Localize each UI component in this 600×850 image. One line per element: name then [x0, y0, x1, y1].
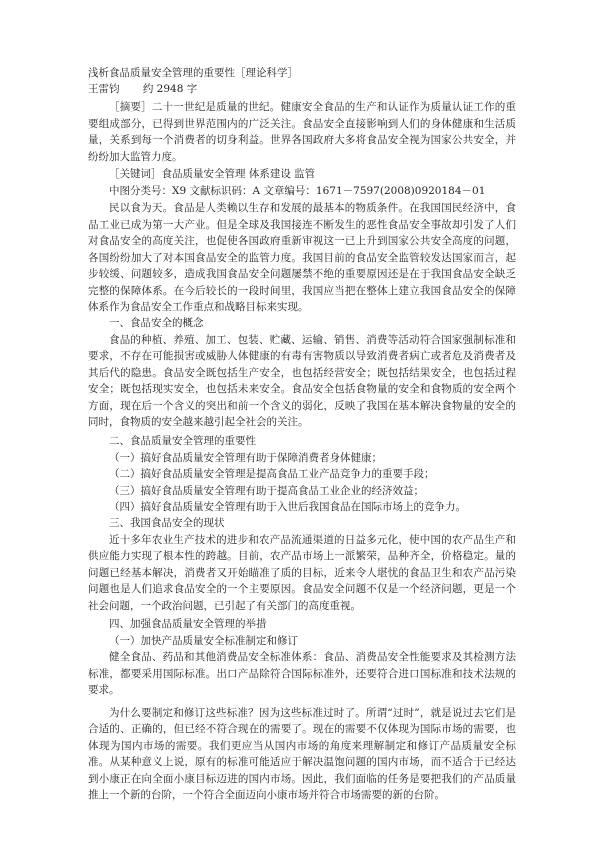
section-2-heading: 二、食品质量安全管理的重要性: [109, 435, 256, 447]
author-line: [88, 81, 516, 97]
classification-line: 中图分类号：X9 文献标识码：A 文章编号：1671－7597(2008)0920184－01: [109, 184, 486, 197]
intro-paragraph: 民以食为天。食品是人类赖以生存和发展的最基本的物质条件。在我国国民经济中，食品工业已成为第一大产业。但是全球及我国接连不断发生的恶性食品安全事故却引发了人们对食品安全的高度关注，也促使各国政府重新审视这一已上升到国家公共安全高度的问题，各国纷纷加大了对本国食品安全的监管力度。我国目前的食品安全监管较发达国家而言，起步较缓、问题较多，造成我国食品安全问题屡禁不绝的重要原因还是在于我国食品安全缺乏完整的保障体系。在今后较长的一段时间里，我国应当把在整体上建立我国食品安全的保障体系作为食品安全工作重点和战略目标来实现。: [88, 202, 516, 313]
section-2: [88, 433, 516, 516]
section-3: [88, 515, 516, 614]
section-2-item: （四）搞好食品质量安全管理有助于入世后我国食品在国际市场上的竞争力。: [109, 501, 466, 513]
word-count: 约 2948 字: [142, 83, 198, 95]
keywords-line: ［关键词］食品质量安全管理 体系建设 监管: [109, 168, 316, 180]
section-4: [88, 616, 516, 804]
section-2-item: （二）搞好食品质量安全管理是提高食品工业产品竞争力的重要手段；: [109, 468, 435, 480]
section-4-heading: 四、加强食品质量安全管理的举措: [109, 618, 267, 630]
section-3-paragraph: 近十多年农业生产技术的进步和农产品流通渠道的日益多元化，使中国的农产品生产和供应能力实现了根本性的跨越。目前，农产品市场上一派繁荣，品种齐全，价格稳定。量的问题已经基本解决，消费者又开始瞄准了质的目标，近来令人堪忧的食品卫生和农产品污染问题也是人们追求食品安全的一个主要原因。食品安全问题不仅是一个经济问题，更是一个社会问题，一个政治问题，已引起了有关部门的高度重视。: [88, 533, 516, 612]
section-1: [88, 315, 516, 431]
section-2-item: （三）搞好食品质量安全管理有助于提高食品工业企业的经济效益；: [109, 484, 424, 497]
section-4-subheading: （一）加快产品质量安全标准制定和修订: [109, 634, 298, 647]
author-name: 王雷钧: [88, 83, 120, 95]
section-3-heading: 三、我国食品安全的现状: [109, 517, 225, 529]
abstract-paragraph: ［摘要］二十一世纪是质量的世纪。健康安全食品的生产和认证作为质量认证工作的重要组成部分，已得到世界范围内的广泛关注。食品安全直接影响到人们的身体健康和生活质量，关系到每一个消费者的切身利益。世界各国政府大多将食品安全视为国家公共安全，并纷纷加大监管力度。: [88, 101, 516, 163]
section-1-paragraph: 食品的种植、养殖、加工、包装、贮藏、运输、销售、消费等活动符合国家强制标准和要求，不存在可能损害或威胁人体健康的有毒有害物质以导致消费者病亡或者危及消费者及其后代的隐患。食品安全既包括生产安全，也包括经营安全；既包括结果安全，也包括过程安全；既包括现实安全，也包括未来安全。食品安全包括食物量的安全和食物质的安全两个方面，现在后一个含义的突出和前一个含义的弱化，反映了我国在基本解决食物量的安全的同时，食物质的安全越来越引起全社会的关注。: [88, 333, 516, 428]
section-4-paragraph: 健全食品、药品和其他消费品安全标准体系：食品、消费品安全性能要求及其检测方法标准，都要采用国际标准。出口产品除符合国际标准外，还要符合进口国标准和技术法规的要求。: [88, 651, 516, 696]
keywords-block: [88, 166, 516, 199]
section-4-paragraph: 为什么要制定和修订这些标准？因为这些标准过时了。所谓“过时”，就是说过去它们是合适的、正确的，但已经不符合现在的需要了。现在的需要不仅体现为国际市场的需要，也体现为国内市场的需要。我们更应当从国内市场的角度来理解制定和修订产品质量安全标准。从某种意义上说，原有的标准可能适应于解决温饱问题的国内市场，而不适合于已经达到小康正在向全面小康目标迈进的国内市场。因此，我们面临的任务是要把我们的产品质量推上一个新的台阶，一个符合全面迈向小康市场并符合市场需要的新的台阶。: [88, 706, 516, 801]
section-1-heading: 一、食品安全的概念: [109, 317, 204, 329]
section-2-item: （一）搞好食品质量安全管理有助于保障消费者身体健康；: [109, 451, 382, 464]
article-title: 浅析食品质量安全管理的重要性［理论科学］: [88, 67, 298, 79]
intro-block: [88, 200, 516, 316]
abstract-block: [88, 99, 516, 165]
